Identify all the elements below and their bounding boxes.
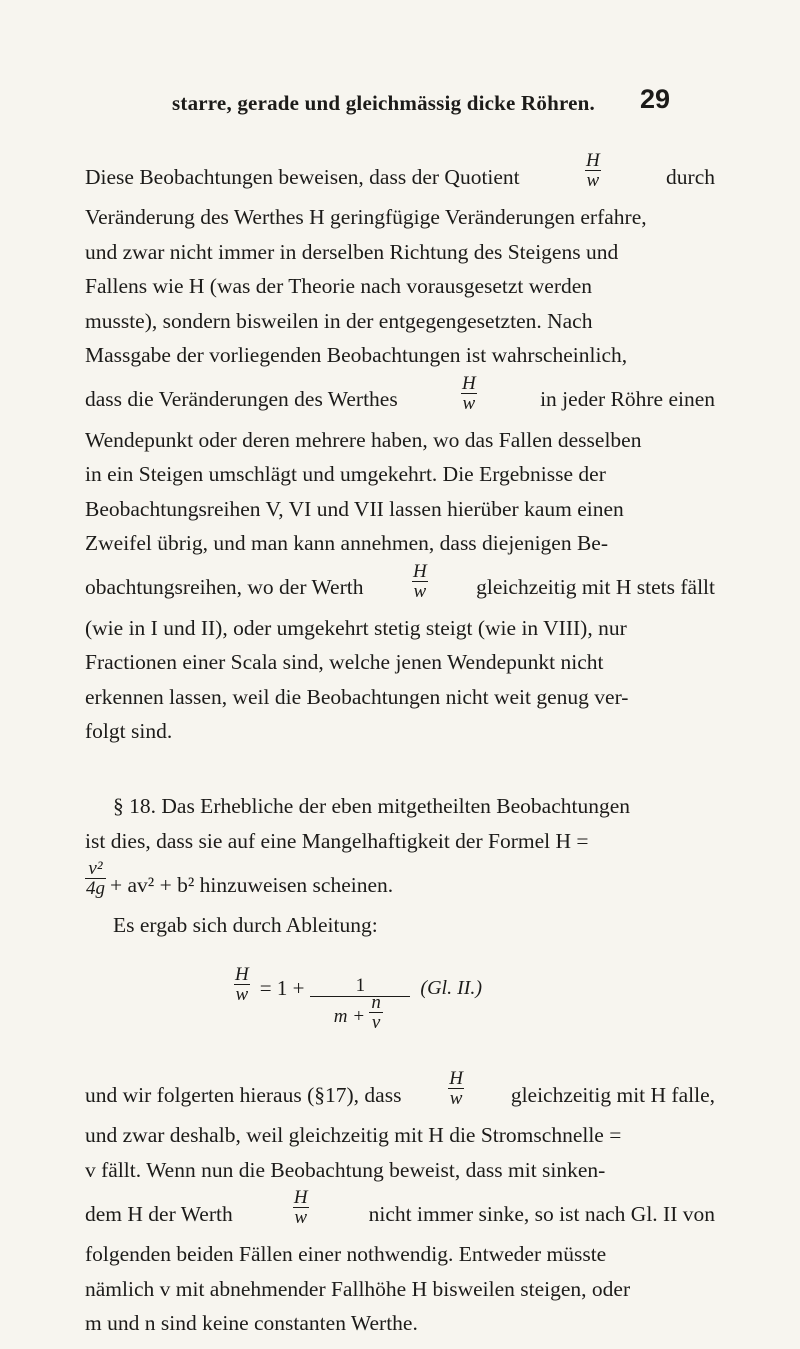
- fraction-numerator: H: [293, 1187, 308, 1208]
- fraction-h-over-w: [448, 1069, 464, 1108]
- text-span: durch: [666, 164, 715, 189]
- formula-gl-ii: [230, 958, 560, 1068]
- fraction-numerator: H: [585, 150, 600, 171]
- paragraph-3: [85, 1068, 715, 1341]
- text-span: dass die Veränderungen des Werthes: [85, 387, 398, 411]
- text-line: Es ergab sich durch Ableitung:: [113, 913, 378, 937]
- formula-m-plus: m +: [333, 1006, 366, 1027]
- fraction-numerator: n: [371, 992, 381, 1013]
- fraction-denominator: w: [462, 392, 476, 414]
- text-line: und zwar nicht immer in derselben Richtung des Steigens und: [85, 239, 619, 264]
- text-line: m und n sind keine constanten Werthe.: [85, 1311, 418, 1335]
- fraction-h-over-w: [293, 1188, 309, 1227]
- text-line: Fractionen einer Scala sind, welche jenen Wendepunkt nicht: [85, 650, 604, 674]
- fraction-h-over-w: [461, 374, 477, 413]
- text-line: [85, 1068, 715, 1118]
- formula-label: (Gl. II.): [420, 976, 483, 999]
- text-line: [85, 561, 715, 611]
- fraction-denominator: [333, 992, 387, 1036]
- fraction-numerator: H: [412, 560, 427, 582]
- paragraph-2: [85, 789, 715, 943]
- text-span: dem H der Werth: [85, 1201, 233, 1226]
- text-line: ist dies, dass sie auf eine Mangelhaftigkeit der Formel H =: [85, 828, 589, 853]
- text-span: und wir folgerten hieraus (§17), dass: [85, 1082, 402, 1107]
- running-header: starre, gerade und gleichmässig dicke Röhren.: [172, 91, 595, 115]
- fraction-numerator: 1: [355, 975, 366, 996]
- text-line: Wendepunkt oder deren mehrere haben, wo das Fallen desselben: [85, 427, 642, 452]
- fraction-n-over-v: [369, 993, 383, 1032]
- text-line: [85, 373, 715, 423]
- text-line: Beobachtungsreihen V, VI und VII lassen hierüber kaum einen: [85, 496, 624, 521]
- text-line: v fällt. Wenn nun die Beobachtung beweist, dass mit sinken-: [85, 1157, 606, 1182]
- fraction-v2-over-4g: [85, 859, 106, 898]
- formula-lhs-fraction: [234, 965, 250, 1004]
- fraction-denominator: w: [294, 1207, 308, 1228]
- text-line: Zweifel übrig, und man kann annehmen, dass diejenigen Be-: [85, 531, 609, 555]
- fraction-numerator: H: [235, 963, 249, 985]
- fraction-denominator: w: [586, 170, 600, 191]
- fraction-denominator: v: [371, 1012, 381, 1033]
- text-line: folgt sind.: [85, 719, 173, 743]
- text-line: § 18. Das Erhebliche der eben mitgetheilten Beobachtungen: [113, 794, 631, 818]
- fraction-h-over-w: [412, 562, 428, 601]
- fraction-denominator: w: [449, 1088, 463, 1109]
- text-span: Diese Beobachtungen beweisen, dass der Quotient: [85, 164, 520, 189]
- fraction-denominator: w: [235, 983, 249, 1005]
- text-span: in jeder Röhre einen: [540, 387, 715, 411]
- text-line: [85, 858, 715, 908]
- text-line: Massgabe der vorliegenden Beobachtungen ist wahrscheinlich,: [85, 343, 628, 367]
- fraction-numerator: v²: [88, 858, 103, 879]
- text-span: + av² + b² hinzuweisen scheinen.: [110, 872, 394, 897]
- text-line: nämlich v mit abnehmender Fallhöhe H bisweilen steigen, oder: [85, 1276, 631, 1301]
- formula-rhs-fraction: [310, 976, 410, 1036]
- page-number: 29: [640, 84, 671, 114]
- paragraph-1: [85, 150, 715, 749]
- text-line: in ein Steigen umschlägt und umgekehrt. Die Ergebnisse der: [85, 462, 606, 486]
- fraction-h-over-w: [585, 151, 601, 190]
- text-line: folgenden beiden Fällen einer nothwendig. Entweder müsste: [85, 1242, 607, 1266]
- text-line: Veränderung des Werthes H geringfügige Veränderungen erfahre,: [85, 205, 647, 229]
- text-span: obachtungsreihen, wo der Werth: [85, 575, 364, 599]
- fraction-numerator: H: [449, 1068, 463, 1089]
- formula-equals-one-plus: = 1 +: [259, 975, 305, 1000]
- text-line: [85, 150, 715, 200]
- fraction-denominator: w: [413, 580, 427, 602]
- text-line: (wie in I und II), oder umgekehrt stetig steigt (wie in VIII), nur: [85, 615, 627, 640]
- text-span: nicht immer sinke, so ist nach Gl. II von: [368, 1201, 715, 1226]
- text-span: gleichzeitig mit H falle,: [510, 1082, 715, 1107]
- text-line: [85, 1187, 715, 1237]
- text-line: musste), sondern bisweilen in der entgegengesetzten. Nach: [85, 308, 593, 333]
- text-line: Fallens wie H (was der Theorie nach vorausgesetzt werden: [85, 274, 593, 298]
- fraction-numerator: H: [462, 372, 476, 394]
- fraction-denominator: 4g: [86, 878, 105, 899]
- text-line: erkennen lassen, weil die Beobachtungen nicht weit genug ver-: [85, 684, 629, 709]
- text-span: gleichzeitig mit H stets fällt: [476, 575, 715, 599]
- text-line: und zwar deshalb, weil gleichzeitig mit H die Stromschnelle =: [85, 1123, 622, 1147]
